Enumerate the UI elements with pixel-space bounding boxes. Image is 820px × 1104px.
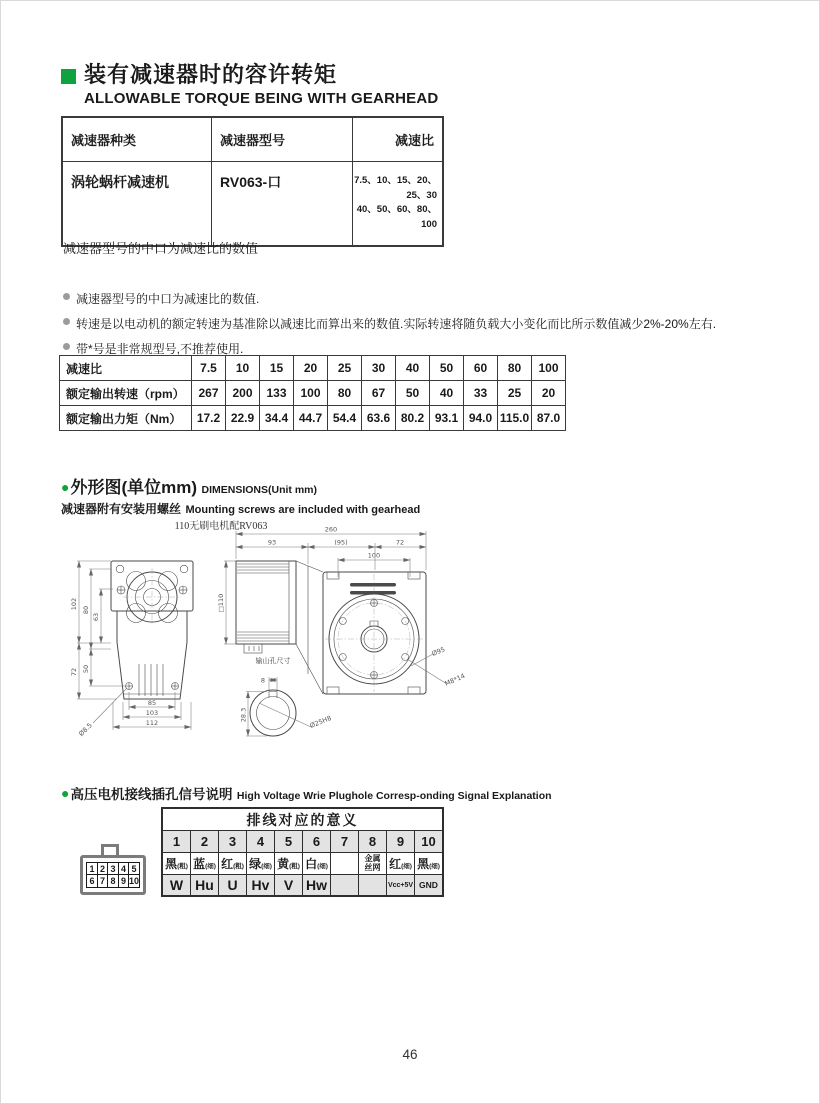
table-row xyxy=(60,356,566,381)
ratio-cell: 15 xyxy=(260,356,294,381)
connector-pin: 8 xyxy=(107,874,119,888)
connector-pin: 7 xyxy=(97,874,109,888)
dim-112: 112 xyxy=(145,719,159,727)
signal-cell xyxy=(359,875,387,897)
pin-table-title: 排线对应的意义 xyxy=(162,808,443,831)
speed-cell: 100 xyxy=(294,381,328,406)
pin-number: 9 xyxy=(387,831,415,853)
motor-side-view xyxy=(217,561,323,694)
dim-63: 63 xyxy=(92,612,100,622)
speed-cell: 200 xyxy=(226,381,260,406)
pin-number: 6 xyxy=(303,831,331,853)
speed-cell: 20 xyxy=(532,381,566,406)
table-row xyxy=(62,162,443,247)
signal-cell: V xyxy=(275,875,303,897)
dim-85: 85 xyxy=(147,699,157,707)
connector-pin: 6 xyxy=(86,874,98,888)
torque-cell: 22.9 xyxy=(226,406,260,431)
signal-heading-zh: 高压电机接线插孔信号说明 xyxy=(70,787,233,802)
green-dot-icon: ● xyxy=(61,479,70,495)
signal-cell: W xyxy=(162,875,191,897)
wire-color-cell: 黄(粗) xyxy=(275,853,303,875)
gearhead-ratios-cell xyxy=(353,162,444,247)
page-title: 装有减速器时的容许转矩 xyxy=(84,62,338,87)
dim-hole: Ø8.5 xyxy=(77,721,94,738)
col-type-header: 减速器种类 xyxy=(62,117,212,162)
torque-cell: 63.6 xyxy=(362,406,396,431)
speed-cell: 25 xyxy=(498,381,532,406)
torque-cell: 94.0 xyxy=(464,406,498,431)
ratio-table xyxy=(59,355,566,431)
connector-pin: 5 xyxy=(128,862,140,876)
pin-number: 7 xyxy=(331,831,359,853)
dimensions-sub-zh: 减速器附有安装用螺丝 xyxy=(61,502,182,516)
dim-80: 80 xyxy=(82,605,90,615)
dim-102: 102 xyxy=(70,597,78,611)
dim-screw: M8*14 xyxy=(443,671,467,688)
gearhead-type-cell: 涡轮蜗杆减速机 xyxy=(62,162,212,247)
ratio-cell: 30 xyxy=(362,356,396,381)
connector-pin-row xyxy=(83,874,143,888)
pin-number: 4 xyxy=(247,831,275,853)
pin-number: 8 xyxy=(359,831,387,853)
connector-plug-icon xyxy=(80,844,148,896)
green-dot-icon: ● xyxy=(61,785,70,801)
page-title-block xyxy=(61,63,438,107)
table-row xyxy=(162,808,443,831)
dim-28-3: 28.3 xyxy=(239,707,248,723)
pin-number: 10 xyxy=(415,831,444,853)
ratio-cell: 60 xyxy=(464,356,498,381)
dim-keyway-8: 8 xyxy=(260,676,265,685)
gearbox-face-view xyxy=(323,572,426,694)
pin-signal-table xyxy=(161,807,444,897)
notes-list xyxy=(63,290,716,365)
connector-pin: 2 xyxy=(97,862,109,876)
dim-95: (95) xyxy=(334,538,348,547)
connector-pin: 4 xyxy=(118,862,130,876)
col-ratio-header: 减速比 xyxy=(353,117,444,162)
list-item xyxy=(63,290,716,307)
wire-color-cell: 金属丝网 xyxy=(359,853,387,875)
torque-cell: 87.0 xyxy=(532,406,566,431)
speed-cell: 67 xyxy=(362,381,396,406)
speed-cell: 267 xyxy=(192,381,226,406)
wire-color-cell: 绿(细) xyxy=(247,853,275,875)
dimensions-heading-en: DIMENSIONS(Unit mm) xyxy=(201,484,317,496)
torque-cell: 93.1 xyxy=(430,406,464,431)
table-row xyxy=(162,875,443,897)
note-text: 带*号是非常规型号,不推荐使用. xyxy=(76,342,244,356)
ratio-cell: 7.5 xyxy=(192,356,226,381)
speed-cell: 50 xyxy=(396,381,430,406)
bullet-dot-icon xyxy=(63,343,70,350)
ratios-line1: 7.5、10、15、20、25、30 xyxy=(354,175,437,201)
dimensions-sub-en: Mounting screws are included with gearhead xyxy=(185,504,421,516)
bullet-dot-icon xyxy=(63,318,70,325)
connector-pin: 3 xyxy=(107,862,119,876)
row-label: 额定输出力矩（Nm） xyxy=(60,406,192,431)
dim-bore: Ø25H8 xyxy=(308,714,333,730)
table-row xyxy=(60,406,566,431)
ratio-cell: 50 xyxy=(430,356,464,381)
speed-cell: 33 xyxy=(464,381,498,406)
pin-number: 1 xyxy=(162,831,191,853)
dim-260: 260 xyxy=(324,525,338,534)
ratio-cell: 100 xyxy=(532,356,566,381)
shaft-detail-label: 输山孔尺寸 xyxy=(255,658,291,665)
note-text: 减速器型号的中口为减速比的数值. xyxy=(76,292,260,306)
page-number: 46 xyxy=(402,1047,418,1062)
connector-pin: 9 xyxy=(118,874,130,888)
list-item xyxy=(63,315,716,332)
row-label: 减速比 xyxy=(60,356,192,381)
signal-cell: GND xyxy=(415,875,444,897)
torque-cell: 44.7 xyxy=(294,406,328,431)
wire-color-cell: 黑(细) xyxy=(415,853,444,875)
green-square-icon xyxy=(61,69,76,84)
gearhead-model-cell: RV063-口 xyxy=(212,162,353,247)
pin-number: 3 xyxy=(219,831,247,853)
bullet-dot-icon xyxy=(63,293,70,300)
torque-cell: 34.4 xyxy=(260,406,294,431)
connector-pin: 10 xyxy=(129,876,140,887)
note-text: 转速是以电动机的额定转速为基准除以减速比而算出来的数值.实际转速将随负载大小变化而比所示数值减少2%-20%左右. xyxy=(76,317,717,331)
speed-cell: 133 xyxy=(260,381,294,406)
table-row xyxy=(162,831,443,853)
front-view-dimensions xyxy=(70,561,191,738)
connector-body xyxy=(80,855,146,895)
signal-cell xyxy=(331,875,359,897)
dim-93: 93 xyxy=(267,538,277,547)
speed-cell: 40 xyxy=(430,381,464,406)
signal-heading-en: High Voltage Wrie Plughole Corresp-onding Signal Explanation xyxy=(236,790,552,802)
table-row xyxy=(60,381,566,406)
wire-color-cell: 红(粗) xyxy=(219,853,247,875)
dim-flange: Ø95 xyxy=(430,645,447,658)
ratio-cell: 80 xyxy=(498,356,532,381)
ratio-cell: 25 xyxy=(328,356,362,381)
wire-color-cell: 白(细) xyxy=(303,853,331,875)
table-row xyxy=(162,853,443,875)
front-view xyxy=(111,561,193,699)
wire-color-cell xyxy=(331,853,359,875)
drawing-title: 110无刷电机配RV063 xyxy=(174,521,268,532)
signal-cell: Hw xyxy=(303,875,331,897)
shaft-hole-detail xyxy=(240,656,333,736)
signal-cell: Hu xyxy=(191,875,219,897)
ratio-cell: 20 xyxy=(294,356,328,381)
torque-cell: 17.2 xyxy=(192,406,226,431)
dim-103: 103 xyxy=(145,709,159,717)
signal-cell: Hv xyxy=(247,875,275,897)
gearhead-table xyxy=(61,116,444,247)
col-model-header: 减速器型号 xyxy=(212,117,353,162)
ratio-cell: 10 xyxy=(226,356,260,381)
row-label: 额定输出转速（rpm） xyxy=(60,381,192,406)
signal-cell: U xyxy=(219,875,247,897)
ratios-line2: 40、50、60、80、100 xyxy=(356,204,437,231)
dimensions-section-head xyxy=(61,473,420,518)
speed-cell: 80 xyxy=(328,381,362,406)
pin-number: 2 xyxy=(191,831,219,853)
dim-100: 100 xyxy=(367,551,381,560)
page-subtitle: ALLOWABLE TORQUE BEING WITH GEARHEAD xyxy=(84,90,439,108)
dimension-drawing xyxy=(61,514,471,754)
table-footnote: 减速器型号的中口为减速比的数值 xyxy=(63,241,259,256)
signal-section-head xyxy=(61,783,552,804)
table-header-row xyxy=(62,117,443,162)
wire-color-cell: 蓝(细) xyxy=(191,853,219,875)
torque-cell: 80.2 xyxy=(396,406,430,431)
wire-color-cell: 红(细) xyxy=(387,853,415,875)
dim-motor-square: □110 xyxy=(217,593,225,613)
pin-number: 5 xyxy=(275,831,303,853)
ratio-cell: 40 xyxy=(396,356,430,381)
connector-pin: 1 xyxy=(86,862,98,876)
dim-50: 50 xyxy=(82,664,90,674)
dim-72-top: 72 xyxy=(395,538,405,547)
dimensions-heading-zh: 外形图(单位mm) xyxy=(70,478,198,497)
dim-72-left: 72 xyxy=(70,667,78,677)
wire-color-cell: 黑(粗) xyxy=(162,853,191,875)
torque-cell: 54.4 xyxy=(328,406,362,431)
torque-cell: 115.0 xyxy=(498,406,532,431)
signal-cell: Vcc+5V xyxy=(387,875,415,897)
